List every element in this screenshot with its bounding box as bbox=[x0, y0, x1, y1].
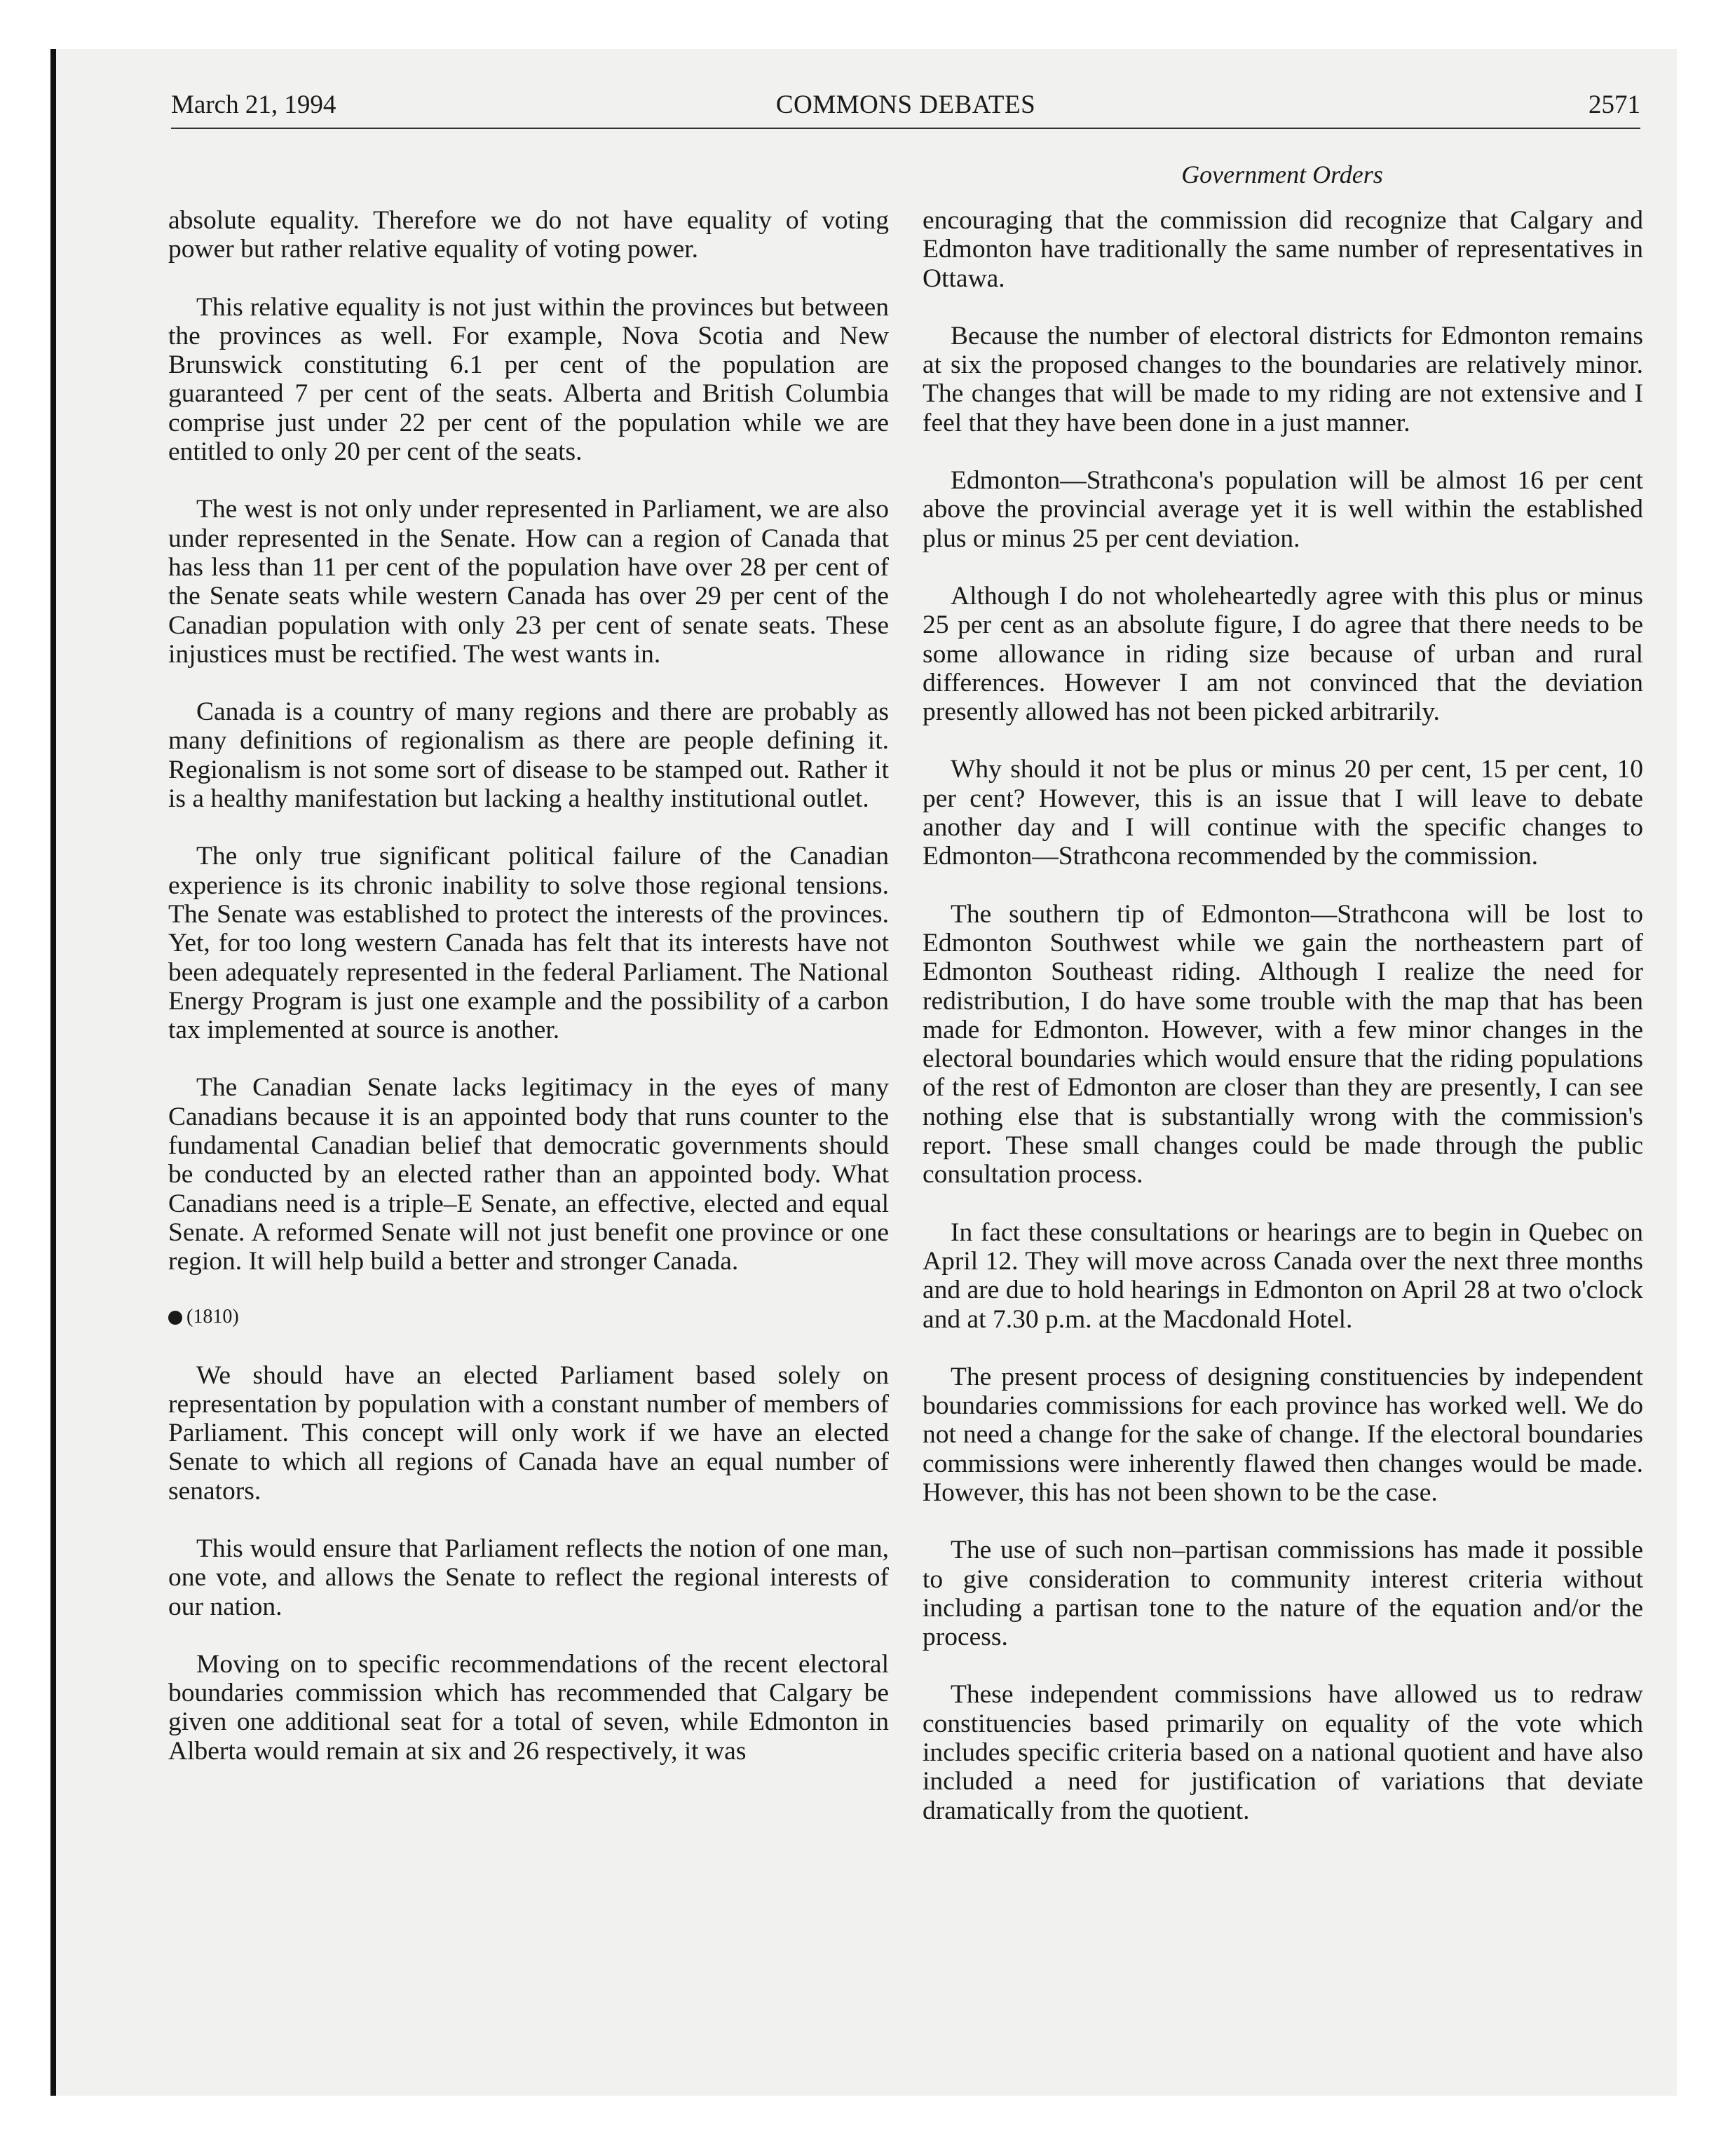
paragraph: absolute equality. Therefore we do not have equality of voting power but rather relative equality of voting power. bbox=[168, 206, 889, 264]
left-column bbox=[168, 206, 889, 1794]
paragraph: This would ensure that Parliament reflects the notion of one man, one vote, and allows the Senate to reflect the regional interests of our nation. bbox=[168, 1534, 889, 1621]
time-marker-label: (1810) bbox=[186, 1305, 239, 1328]
scan-edge bbox=[50, 49, 56, 2096]
paragraph: Moving on to specific recommendations of the recent electoral boundaries commission which has recommended that Calgary be given one additional seat for a total of seven, while Edmonton in Alberta would remain at six and 26 respectively, it was bbox=[168, 1649, 889, 1766]
time-marker bbox=[168, 1305, 889, 1329]
paragraph: Although I do not wholeheartedly agree with this plus or minus 25 per cent as an absolute figure, I do agree that there needs to be some allowance in riding size because of urban and rural differences. However I am not convinced that the deviation presently allowed has not been picked arbitrarily. bbox=[923, 581, 1643, 727]
section-label: Government Orders bbox=[1181, 161, 1383, 189]
paragraph: We should have an elected Parliament based solely on representation by population with a constant number of members of Parliament. This concept will only work if we have an elected Senate to which all regions of Canada have an equal number of senators. bbox=[168, 1360, 889, 1506]
paragraph: The only true significant political failure of the Canadian experience is its chronic inability to solve those regional tensions. The Senate was established to protect the interests of the provinces. Yet, for too long western Canada has felt that its interests have not been adequately represented in the federal Parliament. The National Energy Program is just one example and the possibility of a carbon tax implemented at source is another. bbox=[168, 842, 889, 1045]
paragraph: Edmonton—Strathcona's population will be almost 16 per cent above the provincial average yet it is well within the established plus or minus 25 per cent deviation. bbox=[923, 466, 1643, 553]
page-header bbox=[171, 87, 1640, 129]
header-title: COMMONS DEBATES bbox=[775, 90, 1036, 119]
paragraph: These independent commissions have allowed us to redraw constituencies based primarily on equality of the vote which includes specific criteria based on a national quotient and have also included a need for justification of variations that deviate dramatically from the quotient. bbox=[923, 1680, 1643, 1825]
header-date: March 21, 1994 bbox=[171, 90, 336, 119]
paragraph: The Canadian Senate lacks legitimacy in the eyes of many Canadians because it is an appointed body that runs counter to the fundamental Canadian belief that democratic governments should be conducted by an elected rather than an appointed body. What Canadians need is a triple–E Senate, an effective, elected and equal Senate. A reformed Senate will not just benefit one province or one region. It will help build a better and stronger Canada. bbox=[168, 1073, 889, 1276]
paragraph: This relative equality is not just within the provinces but between the provinces as well. For example, Nova Scotia and New Brunswick constituting 6.1 per cent of the population are guaranteed 7 per cent of the seats. Alberta and British Columbia comprise just under 22 per cent of the population while we are entitled to only 20 per cent of the seats. bbox=[168, 292, 889, 467]
paragraph: Why should it not be plus or minus 20 per cent, 15 per cent, 10 per cent? However, this is an issue that I will leave to debate another day and I will continue with the specific changes to Edmonton—Strathcona recommended by the commission. bbox=[923, 755, 1643, 871]
paragraph: In fact these consultations or hearings are to begin in Quebec on April 12. They will move across Canada over the next three months and are due to hold hearings in Edmonton on April 28 at two o'clock and at 7.30 p.m. at the Macdonald Hotel. bbox=[923, 1217, 1643, 1334]
paragraph: Because the number of electoral districts for Edmonton remains at six the proposed changes to the boundaries are relatively minor. The changes that will be made to my riding are not extensive and I feel that they have been done in a just manner. bbox=[923, 321, 1643, 437]
paragraph: encouraging that the commission did recognize that Calgary and Edmonton have traditionally the same number of representatives in Ottawa. bbox=[923, 206, 1643, 293]
paragraph: The southern tip of Edmonton—Strathcona will be lost to Edmonton Southwest while we gain the northeastern part of Edmonton Southeast riding. Although I realize the need for redistribution, I do have some trouble with the map that has been made for Edmonton. However, with a few minor changes in the electoral boundaries which would ensure that the riding populations of the rest of Edmonton are closer than they are presently, I can see nothing else that is substantially wrong with the commission's report. These small changes could be made through the public consultation process. bbox=[923, 899, 1643, 1189]
paragraph: The use of such non–partisan commissions has made it possible to give consideration to community interest criteria without including a partisan tone to the nature of the equation and/or the process. bbox=[923, 1536, 1643, 1652]
right-column bbox=[923, 206, 1643, 1854]
paragraph: The present process of designing constituencies by independent boundaries commissions for each province has worked well. We do not need a change for the sake of change. If the electoral boundaries commissions were inherently flawed then changes would be made. However, this has not been shown to be the case. bbox=[923, 1362, 1643, 1507]
header-page-number: 2571 bbox=[1588, 90, 1640, 119]
paragraph: The west is not only under represented in Parliament, we are also under represented in the Senate. How can a region of Canada that has less than 11 per cent of the population have over 28 per cent of the Senate seats while western Canada has over 29 per cent of the Canadian population with only 23 per cent of senate seats. These injustices must be rectified. The west wants in. bbox=[168, 495, 889, 669]
bullet-icon bbox=[168, 1311, 182, 1325]
paragraph: Canada is a country of many regions and there are probably as many definitions of regionalism as there are people defining it. Regionalism is not some sort of disease to be stamped out. Rather it is a healthy manifestation but lacking a healthy institutional outlet. bbox=[168, 697, 889, 814]
